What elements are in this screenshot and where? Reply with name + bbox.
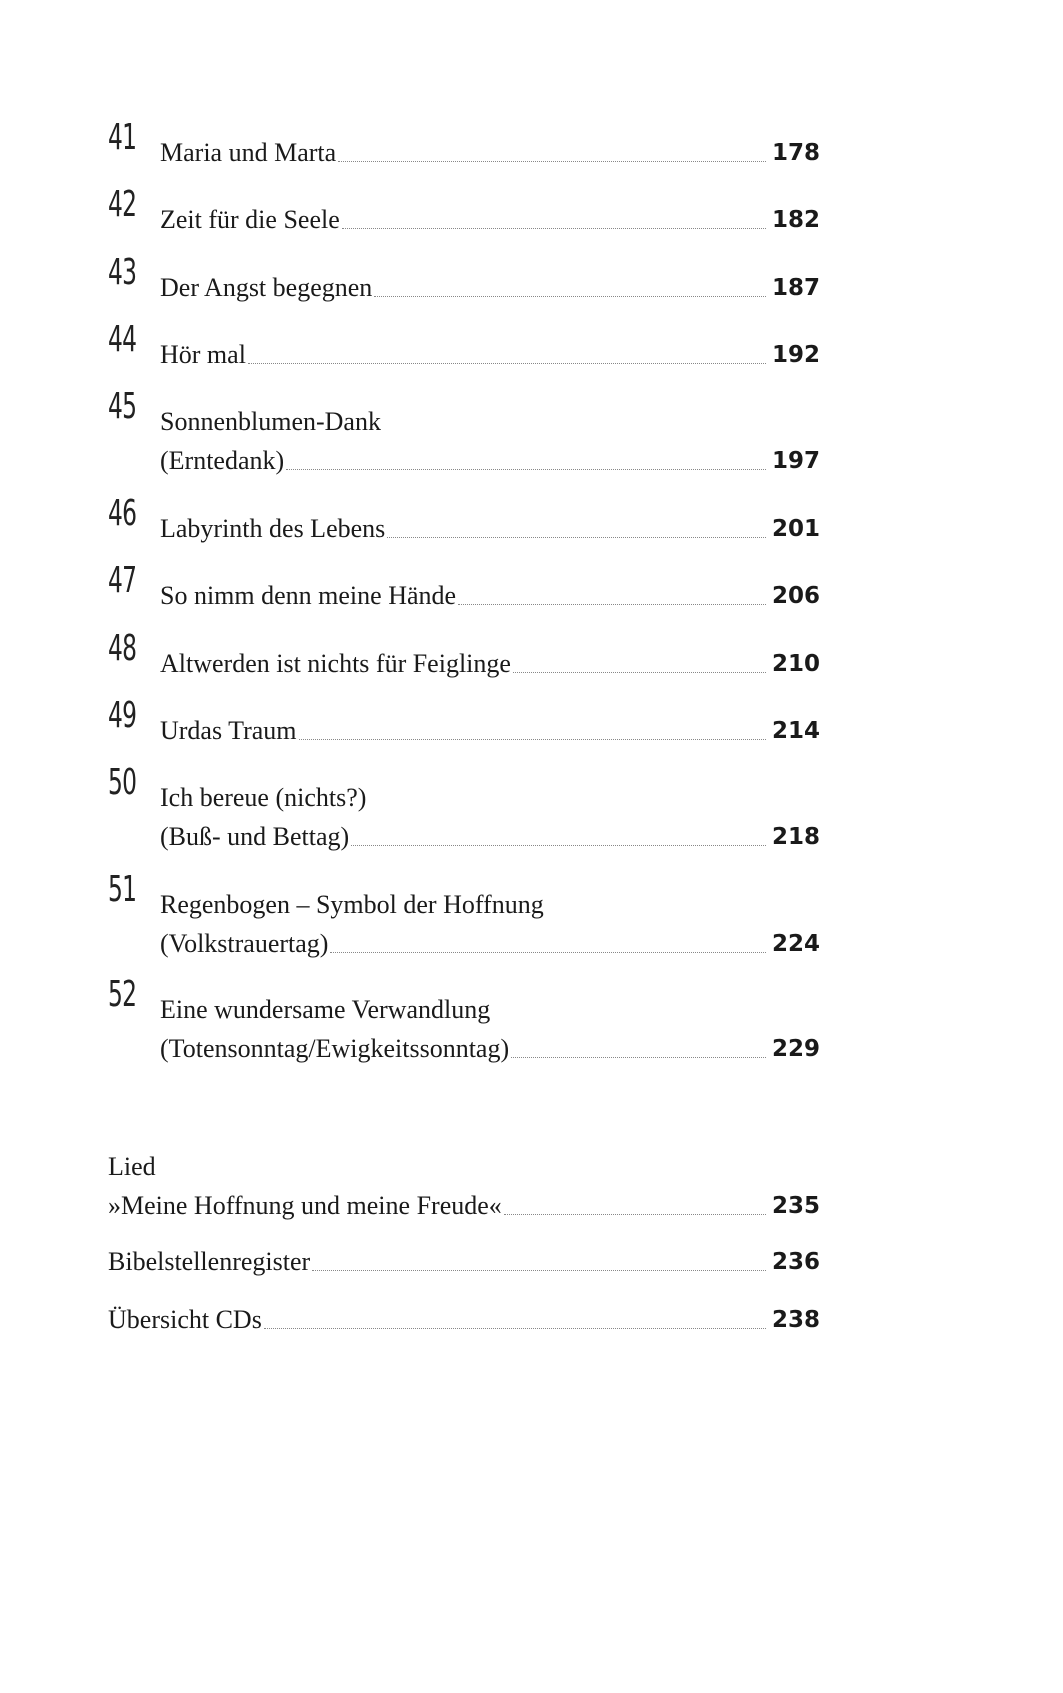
toc-entry xyxy=(108,560,820,611)
toc-line xyxy=(108,881,820,920)
toc-entry xyxy=(108,762,820,852)
dot-leader xyxy=(286,469,766,470)
chapter-title: So nimm denn meine Hände xyxy=(160,581,457,610)
toc-entry xyxy=(108,319,820,370)
page-number: 235 xyxy=(771,1193,820,1219)
chapter-title: Übersicht CDs xyxy=(108,1305,262,1334)
chapter-title: Urdas Traum xyxy=(160,716,297,745)
chapter-number: 48 xyxy=(108,628,137,669)
toc-entry xyxy=(108,1143,820,1221)
toc-line xyxy=(108,572,820,611)
toc-entry xyxy=(108,695,820,746)
dot-leader xyxy=(511,1057,766,1058)
page-number: 218 xyxy=(771,824,820,850)
toc-line xyxy=(108,196,820,235)
chapter-number: 52 xyxy=(108,974,137,1015)
chapter-title: Hör mal xyxy=(160,340,246,369)
toc-line xyxy=(108,920,820,959)
toc-entry xyxy=(108,493,820,544)
chapter-title: Ich bereue (nichts?) xyxy=(160,783,367,812)
page-number: 192 xyxy=(771,342,820,368)
chapter-number: 44 xyxy=(108,319,137,360)
chapter-title: Der Angst begegnen xyxy=(160,273,373,302)
page-number: 214 xyxy=(771,718,820,744)
chapter-number: 42 xyxy=(108,184,137,225)
dot-leader xyxy=(342,228,766,229)
chapter-title: (Erntedank) xyxy=(160,446,285,475)
toc-entry xyxy=(108,117,820,168)
toc-entry xyxy=(108,252,820,303)
toc-entry xyxy=(108,869,820,959)
page-number: 197 xyxy=(771,448,820,474)
chapter-number: 49 xyxy=(108,695,137,736)
page-number: 238 xyxy=(771,1307,820,1333)
toc-line xyxy=(108,813,820,852)
page-number: 229 xyxy=(771,1036,820,1062)
toc-line xyxy=(108,437,820,476)
page-number: 187 xyxy=(771,275,820,301)
chapter-number: 46 xyxy=(108,493,137,534)
page-number: 201 xyxy=(771,516,820,542)
chapter-number: 51 xyxy=(108,869,137,910)
toc-line xyxy=(108,1143,820,1182)
toc-line xyxy=(108,707,820,746)
dot-leader xyxy=(458,604,766,605)
chapter-title: (Buß- und Bettag) xyxy=(160,822,350,851)
page-number: 224 xyxy=(771,931,820,957)
toc-line xyxy=(108,505,820,544)
chapter-title: Sonnenblumen-Dank xyxy=(160,407,381,436)
toc-line xyxy=(108,129,820,168)
dot-leader xyxy=(312,1270,766,1271)
dot-leader xyxy=(248,363,766,364)
toc-entry xyxy=(108,974,820,1064)
chapter-number: 41 xyxy=(108,117,137,158)
toc-line xyxy=(108,986,820,1025)
toc-line xyxy=(108,264,820,303)
chapter-title: Bibelstellenregister xyxy=(108,1247,311,1276)
toc-line xyxy=(108,640,820,679)
dot-leader xyxy=(504,1214,766,1215)
chapter-number: 43 xyxy=(108,252,137,293)
dot-leader xyxy=(338,161,766,162)
chapter-title: Zeit für die Seele xyxy=(160,205,340,234)
chapter-title: Eine wundersame Verwandlung xyxy=(160,995,491,1024)
page-number: 206 xyxy=(771,583,820,609)
dot-leader xyxy=(299,739,766,740)
toc-entry xyxy=(108,184,820,235)
chapter-number: 45 xyxy=(108,386,137,427)
dot-leader xyxy=(351,845,766,846)
dot-leader xyxy=(330,952,766,953)
chapter-title: »Meine Hoffnung und meine Freude« xyxy=(108,1191,502,1220)
toc-line xyxy=(108,398,820,437)
chapter-title: (Totensonntag/Ewigkeitssonntag) xyxy=(160,1034,510,1063)
dot-leader xyxy=(513,672,766,673)
toc-line xyxy=(108,774,820,813)
page-number: 182 xyxy=(771,207,820,233)
toc-entry xyxy=(108,386,820,476)
toc-line xyxy=(108,1182,820,1221)
page-number: 178 xyxy=(771,140,820,166)
toc-line xyxy=(108,1025,820,1064)
chapter-title: Altwerden ist nichts für Feiglinge xyxy=(160,649,511,678)
chapter-title: Regenbogen – Symbol der Hoffnung xyxy=(160,890,544,919)
toc-entry xyxy=(108,1296,820,1335)
chapter-number: 47 xyxy=(108,560,137,601)
dot-leader xyxy=(387,537,766,538)
toc-line xyxy=(108,1238,820,1277)
chapter-number: 50 xyxy=(108,762,137,803)
toc-entry xyxy=(108,628,820,679)
dot-leader xyxy=(264,1328,766,1329)
toc-line xyxy=(108,331,820,370)
dot-leader xyxy=(374,296,766,297)
chapter-title: Lied xyxy=(108,1152,156,1181)
toc-entry xyxy=(108,1238,820,1277)
chapter-title: Labyrinth des Lebens xyxy=(160,514,386,543)
toc-line xyxy=(108,1296,820,1335)
page-number: 210 xyxy=(771,651,820,677)
chapter-title: (Volkstrauertag) xyxy=(160,929,329,958)
page-number: 236 xyxy=(771,1249,820,1275)
chapter-title: Maria und Marta xyxy=(160,138,337,167)
